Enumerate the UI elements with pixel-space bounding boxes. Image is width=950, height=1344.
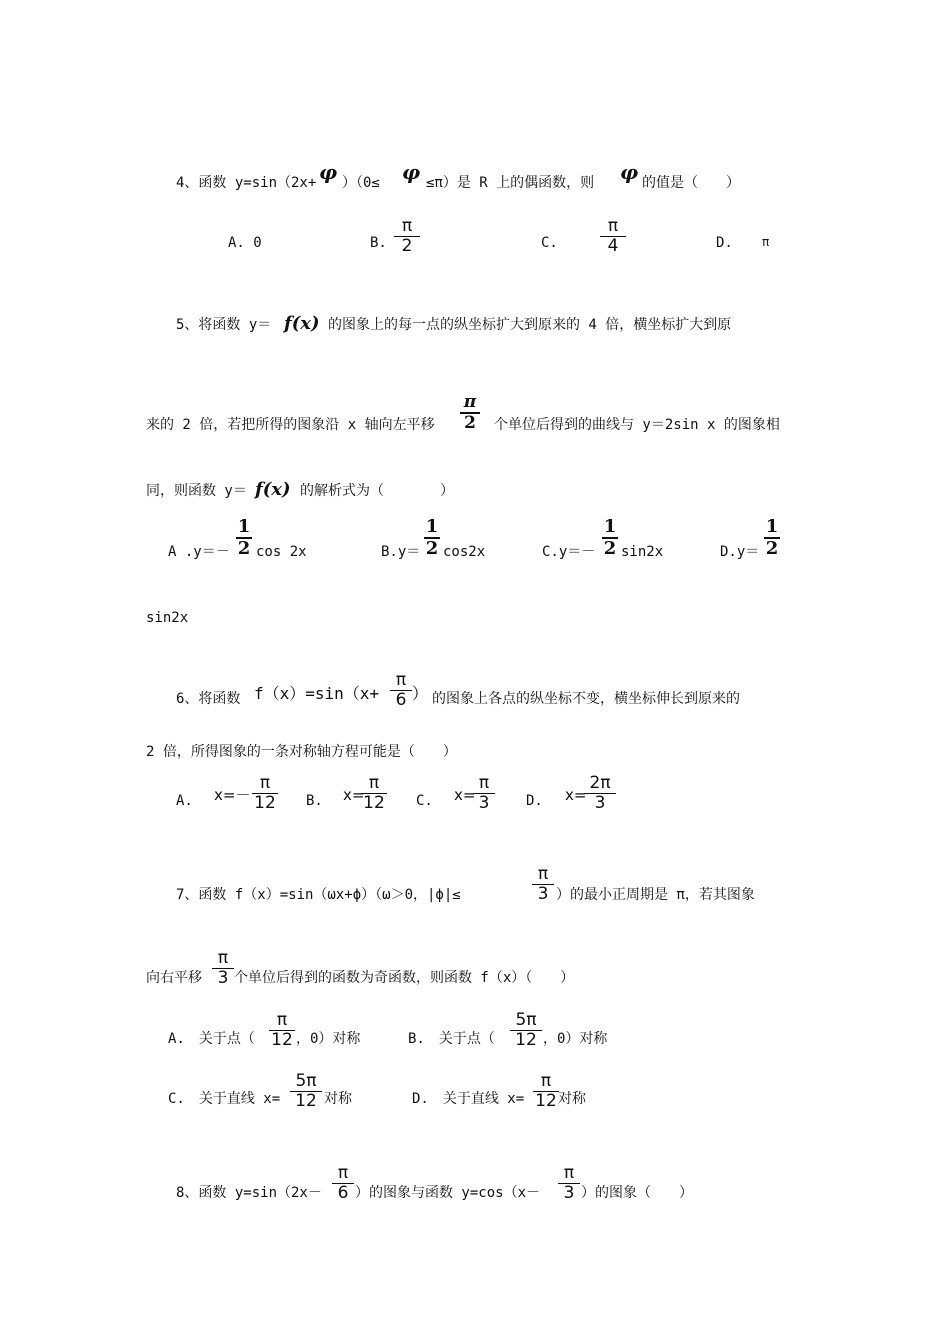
q6-line1-a: 6、将函数 (176, 691, 241, 707)
numerator: π (368, 773, 380, 793)
q8-fraction-2 (558, 1165, 580, 1202)
q6-close-paren: ） (412, 684, 429, 703)
denominator: 12 (254, 793, 276, 813)
q6-option-c-xeq: x= (454, 786, 476, 804)
numerator: 5π (515, 1010, 537, 1030)
denominator: 2 (401, 236, 413, 256)
fx-symbol: f(x) (284, 313, 320, 334)
denominator: 12 (535, 1091, 557, 1111)
fx-symbol: f(x) (255, 479, 291, 500)
q7-option-a-label: A. 关于点（ (168, 1031, 255, 1047)
q7-option-a-tail: ，0）对称 (296, 1031, 361, 1047)
q5-option-c-label: C.y＝－ (542, 544, 596, 560)
q8-part-c: ）的图象（ ） (581, 1185, 693, 1201)
q5-option-c-expr: sin2x (621, 544, 664, 560)
numerator: π (337, 1163, 349, 1183)
q7-line2-b: 个单位后得到的函数为奇函数，则函数 f（x）（ ） (234, 970, 575, 986)
q8-fraction-1 (332, 1165, 354, 1202)
denominator: 2 (425, 538, 439, 559)
q4-option-d-value: π (762, 235, 770, 249)
q5-option-d-expr: sin2x (146, 610, 189, 626)
q6-option-b-label: B. (306, 793, 323, 809)
q4-stem-part4: 的值是（ ） (642, 175, 740, 191)
q6-option-d-xeq: x= (565, 786, 587, 804)
q6-option-b-xeq: x= (343, 786, 365, 804)
q5-line2-a: 来的 2 倍，若把所得的图象沿 x 轴向左平移 (146, 417, 435, 433)
numerator: 1 (765, 516, 779, 537)
denominator: 3 (594, 793, 606, 813)
numerator: 5π (295, 1071, 317, 1091)
q4-option-b-label: B. (370, 235, 387, 251)
q7-option-c-label: C. 关于直线 x= (168, 1091, 281, 1107)
numerator: π (540, 1071, 552, 1091)
q4-stem-part2: ）（0≤ (342, 175, 380, 191)
denominator: 3 (537, 884, 549, 904)
numerator: 1 (237, 516, 251, 537)
q6-option-d-fraction (584, 775, 616, 812)
q6-option-c-fraction (473, 775, 495, 812)
q4-stem-part1: 4、函数 y=sin（2x+ (176, 175, 317, 191)
numerator: 1 (603, 516, 617, 537)
denominator: 12 (363, 793, 385, 813)
q5-option-b-label: B.y＝ (381, 544, 421, 560)
q5-line3-a: 同，则函数 y＝ (146, 483, 247, 499)
q5-line1-b: 的图象上的每一点的纵坐标扩大到原来的 4 倍，横坐标扩大到原 (328, 317, 732, 333)
numerator: π (463, 392, 477, 412)
denominator: 12 (295, 1091, 317, 1111)
q7-option-c-tail: 对称 (324, 1091, 352, 1107)
numerator: π (478, 773, 490, 793)
q6-line2: 2 倍，所得图象的一条对称轴方程可能是（ ） (146, 744, 457, 760)
q6-line1-b: 的图象上各点的纵坐标不变，横坐标伸长到原来的 (432, 691, 740, 707)
numerator: π (395, 670, 407, 690)
q5-option-d-label: D.y＝ (720, 544, 760, 560)
q4-option-d-label: D. (716, 235, 733, 251)
numerator: π (217, 948, 229, 968)
q6-option-a-xeq: x=－ (214, 786, 251, 804)
q7-shift-fraction (212, 950, 234, 987)
q7-option-d-label: D. 关于直线 x= (412, 1091, 525, 1107)
q7-option-d-tail: 对称 (558, 1091, 586, 1107)
denominator: 2 (765, 538, 779, 559)
denominator: 4 (607, 236, 619, 256)
numerator: π (563, 1163, 575, 1183)
q5-option-a-label: A .y＝－ (168, 544, 230, 560)
denominator: 3 (478, 793, 490, 813)
q6-option-c-label: C. (416, 793, 433, 809)
phi-symbol: φ (319, 160, 338, 184)
denominator: 12 (271, 1030, 293, 1050)
q7-option-b-label: B. 关于点（ (408, 1031, 495, 1047)
denominator: 12 (515, 1030, 537, 1050)
q6-option-a-fraction (252, 775, 278, 812)
denominator: 2 (464, 413, 476, 433)
q4-option-b-fraction (394, 218, 420, 255)
phi-symbol: φ (620, 160, 639, 184)
q5-line1-a: 5、将函数 y＝ (176, 317, 272, 333)
numerator: π (607, 216, 619, 236)
q6-option-d-label: D. (526, 793, 543, 809)
q5-shift-fraction (460, 394, 480, 432)
q4-option-c-label: C. (541, 235, 558, 251)
phi-symbol: φ (402, 160, 421, 184)
q5-option-a-fraction (236, 518, 252, 558)
q4-stem-part3: ≤π）是 R 上的偶函数，则 (426, 175, 595, 191)
q6-option-b-fraction (361, 775, 387, 812)
q6-option-a-label: A. (176, 793, 193, 809)
numerator: π (276, 1010, 288, 1030)
q5-option-c-fraction (602, 518, 618, 558)
q8-part-a: 8、函数 y=sin（2x－ (176, 1185, 322, 1201)
q4-option-c-fraction (600, 218, 626, 255)
denominator: 3 (217, 968, 229, 988)
q7-option-c-fraction (290, 1073, 322, 1110)
q6-phase-fraction (390, 672, 412, 709)
q5-line3-b: 的解析式为（ ） (300, 483, 454, 499)
q4-option-a: A. 0 (228, 235, 262, 251)
q5-option-a-expr: cos 2x (256, 544, 307, 560)
q5-line2-b: 个单位后得到的曲线与 y＝2sin x 的图象相 (494, 417, 780, 433)
denominator: 3 (563, 1183, 575, 1203)
denominator: 2 (237, 538, 251, 559)
numerator: 2π (589, 773, 611, 793)
q7-option-a-fraction (269, 1012, 295, 1049)
q7-option-b-tail: ，0）对称 (543, 1031, 608, 1047)
numerator: π (259, 773, 271, 793)
numerator: π (537, 864, 549, 884)
q6-function-expr: f（x）=sin（x+ (254, 684, 380, 703)
q5-option-b-fraction (424, 518, 440, 558)
denominator: 6 (395, 690, 407, 710)
q5-option-b-expr: cos2x (443, 544, 486, 560)
q7-option-d-fraction (533, 1073, 559, 1110)
q7-line2-a: 向右平移 (146, 970, 202, 986)
denominator: 6 (337, 1183, 349, 1203)
q8-part-b: ）的图象与函数 y=cos（x－ (355, 1185, 541, 1201)
numerator: 1 (425, 516, 439, 537)
q7-line1-b: ）的最小正周期是 π，若其图象 (556, 887, 755, 903)
q7-option-b-fraction (510, 1012, 542, 1049)
q5-option-d-fraction (764, 518, 780, 558)
q7-bound-fraction (532, 866, 554, 903)
numerator: π (401, 216, 413, 236)
denominator: 2 (603, 538, 617, 559)
q7-line1-a: 7、函数 f（x）=sin（ωx+ϕ）（ω＞0，|ϕ|≤ (176, 887, 461, 903)
